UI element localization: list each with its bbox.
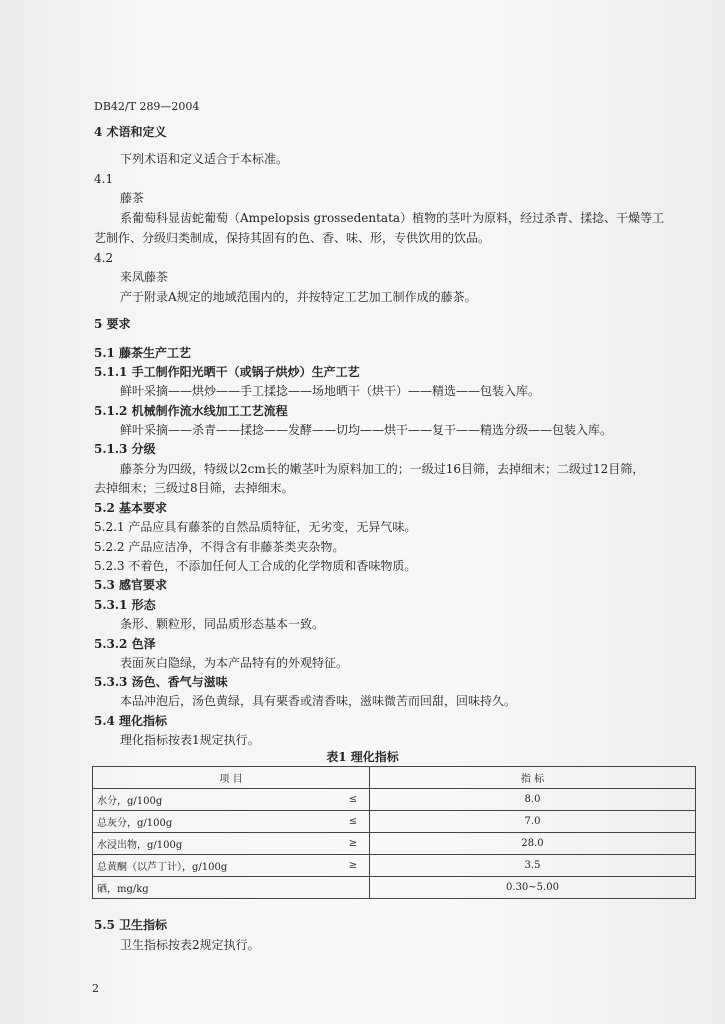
table-cell-item: 总灰分，g/100g: [93, 811, 338, 833]
clause-heading: 5.1.2 机械制作流水线加工工艺流程: [94, 404, 288, 418]
term: 来凤藤茶: [120, 270, 169, 284]
table-row: [93, 811, 696, 833]
clause-heading: 5.3.3 汤色、香气与滋味: [94, 675, 228, 689]
clause-heading: 5.5 卫生指标: [94, 918, 168, 932]
table-cell-value: 28.0: [370, 833, 696, 855]
clause-number: 4.1: [94, 172, 114, 186]
table-header-index: 指 标: [370, 767, 696, 789]
section-5-heading: 5 要求: [94, 317, 131, 331]
paragraph: 藤茶分为四级，特级以2cm长的嫩茎叶为原料加工的；一级过16目筛，去掉细末；二级过12目筛，: [120, 462, 645, 476]
table-cell-item: 水分，g/100g: [93, 789, 338, 811]
table-cell-operator: ≥: [337, 833, 370, 855]
physicochemical-table: [92, 766, 696, 899]
table-row: [93, 833, 696, 855]
table-header-item: 项 目: [93, 767, 370, 789]
table-row: [93, 877, 696, 899]
table-cell-operator: [337, 877, 370, 899]
table-cell-operator: ≤: [337, 811, 370, 833]
paragraph: 下列术语和定义适合于本标准。: [120, 152, 289, 166]
paragraph: 5.2.2 产品应洁净，不得含有非藤茶类夹杂物。: [94, 540, 345, 554]
table-row: [93, 855, 696, 877]
clause-number: 4.2: [94, 251, 114, 265]
table-cell-operator: ≤: [337, 789, 370, 811]
table-title: 表1 理化指标: [326, 750, 399, 764]
paragraph: 5.2.3 不着色，不添加任何人工合成的化学物质和香味物质。: [94, 559, 417, 573]
clause-heading: 5.3.2 色泽: [94, 637, 156, 651]
table-cell-value: 7.0: [370, 811, 696, 833]
paragraph: 艺制作、分级归类制成，保持其固有的色、香、味、形，专供饮用的饮品。: [94, 231, 491, 245]
table-cell-value: 0.30~5.00: [370, 877, 696, 899]
clause-heading: 5.2 基本要求: [94, 501, 168, 515]
paragraph: 卫生指标按表2规定执行。: [120, 938, 260, 952]
paragraph: 表面灰白隐绿，为本产品特有的外观特征。: [120, 656, 349, 670]
table-cell-value: 8.0: [370, 789, 696, 811]
clause-heading: 5.4 理化指标: [94, 714, 168, 728]
paragraph: 去掉细末；三级过8目筛，去掉细末。: [94, 481, 294, 495]
paragraph: 产于附录A规定的地域范围内的，并按特定工艺加工制作成的藤茶。: [120, 290, 477, 304]
page-number: 2: [92, 982, 99, 995]
clause-heading: 5.3 感官要求: [94, 578, 168, 592]
table-cell-operator: ≥: [337, 855, 370, 877]
table-cell-value: 3.5: [370, 855, 696, 877]
paragraph: 鲜叶采摘——烘炒——手工揉捻——场地晒干（烘干）——精选——包装入库。: [120, 384, 541, 398]
clause-heading: 5.1.3 分级: [94, 442, 156, 456]
section-4-heading: 4 术语和定义: [94, 125, 167, 139]
table-cell-item: 硒，mg/kg: [93, 877, 338, 899]
paragraph: 系葡萄科显齿蛇葡萄（Ampelopsis grossedentata）植物的茎叶为原料，经过杀青、揉捻、干燥等工: [120, 211, 665, 225]
paragraph: 理化指标按表1规定执行。: [120, 733, 260, 747]
paragraph: 条形、颗粒形，同品质形态基本一致。: [120, 617, 325, 631]
table-cell-item: 水浸出物，g/100g: [93, 833, 338, 855]
table-row: [93, 789, 696, 811]
document-header: DB42/T 289—2004: [94, 100, 200, 113]
paragraph: 5.2.1 产品应具有藤茶的自然品质特征，无劣变，无异气味。: [94, 520, 417, 534]
clause-heading: 5.1 藤茶生产工艺: [94, 346, 192, 360]
table-cell-item: 总黄酮（以芦丁计），g/100g: [93, 855, 338, 877]
clause-heading: 5.1.1 手工制作阳光晒干（或锅子烘炒）生产工艺: [94, 365, 360, 379]
paragraph: 本品冲泡后，汤色黄绿，具有栗香或清香味，滋味微苦而回甜，回味持久。: [120, 694, 517, 708]
clause-heading: 5.3.1 形态: [94, 598, 156, 612]
paragraph: 鲜叶采摘——杀青——揉捻——发酵——切均——烘干——复干——精选分级——包装入库。: [120, 423, 613, 437]
term: 藤茶: [120, 191, 145, 205]
